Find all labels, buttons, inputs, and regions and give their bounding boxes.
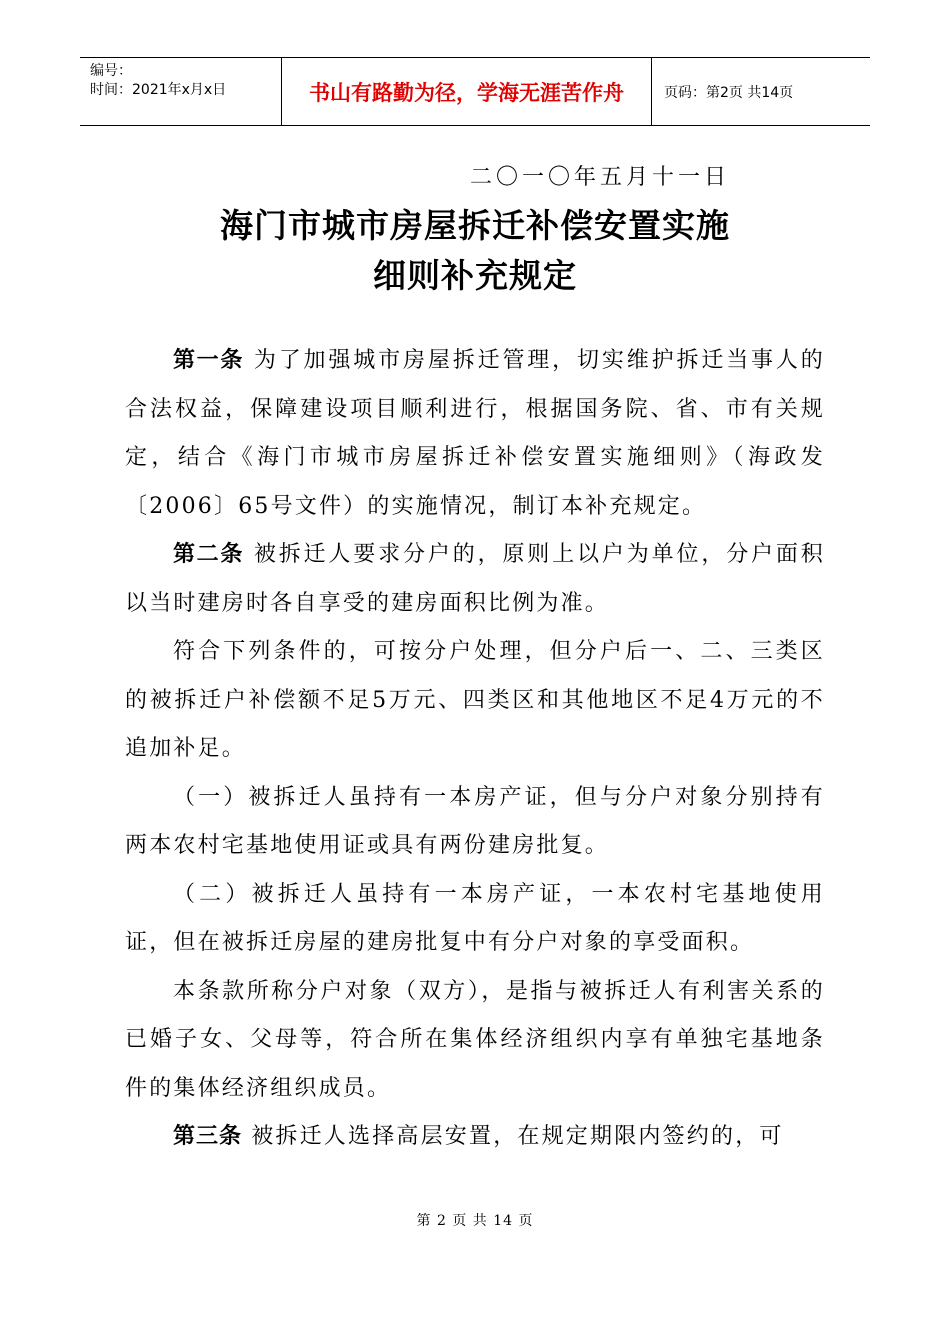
paragraph-text: （二）被拆迁人虽持有一本房产证，一本农村宅基地使用证，但在被拆迁房屋的建房批复中有分户对象的享受面积。	[125, 881, 825, 955]
number-label: 编号：	[90, 63, 132, 79]
paragraph	[125, 628, 825, 774]
document-date: 二〇一〇年五月十一日	[470, 165, 731, 190]
paragraph-text: 符合下列条件的，可按分户处理，但分户后一、二、三类区的被拆迁户补偿额不足5万元、四类区和其他地区不足4万元的不追加补足。	[125, 639, 825, 761]
motto-text: 书山有路勤为径，学海无涯苦作舟	[309, 80, 624, 105]
paragraph-text: （一）被拆迁人虽持有一本房产证，但与分户对象分别持有两本农村宅基地使用证或具有两份建房批复。	[125, 784, 825, 858]
paragraph	[125, 774, 825, 871]
document-body	[125, 337, 825, 1162]
document-title-line-2: 细则补充规定	[373, 256, 577, 295]
article-label: 第一条	[173, 348, 244, 373]
article-label: 第三条	[173, 1124, 243, 1149]
paragraph-text: 本条款所称分户对象（双方），是指与被拆迁人有利害关系的已婚子女、父母等，符合所在集体经济组织内享有单独宅基地条件的集体经济组织成员。	[125, 978, 825, 1101]
article-label: 第二条	[173, 542, 244, 567]
paragraph	[125, 337, 825, 531]
header-motto-cell	[282, 58, 652, 125]
paragraph-text: 被拆迁人选择高层安置，在规定期限内签约的，可	[242, 1124, 784, 1149]
paragraph-text: 被拆迁人要求分户的，原则上以户为单位，分户面积以当时建房时各自享受的建房面积比例为准。	[125, 542, 825, 616]
paragraph	[125, 871, 825, 968]
page-footer: 第 2 页 共 14 页	[416, 1213, 534, 1229]
header-table	[80, 57, 870, 126]
paragraph-text: 为了加强城市房屋拆迁管理，切实维护拆迁当事人的合法权益，保障建设项目顺利进行，根据国务院、省、市有关规定，结合《海门市城市房屋拆迁补偿安置实施细则》（海政发〔2006〕65号文件）的实施情况，制订本补充规定。	[125, 348, 825, 519]
header-page-cell	[652, 58, 870, 125]
time-label: 时间：2021年x月x日	[90, 82, 227, 98]
header-meta-cell	[80, 58, 282, 125]
paragraph	[125, 1113, 825, 1162]
paragraph	[125, 531, 825, 628]
paragraph	[125, 968, 825, 1114]
page-info: 页码：第2页 共14页	[664, 84, 794, 101]
document-title-line-1: 海门市城市房屋拆迁补偿安置实施	[220, 206, 730, 245]
